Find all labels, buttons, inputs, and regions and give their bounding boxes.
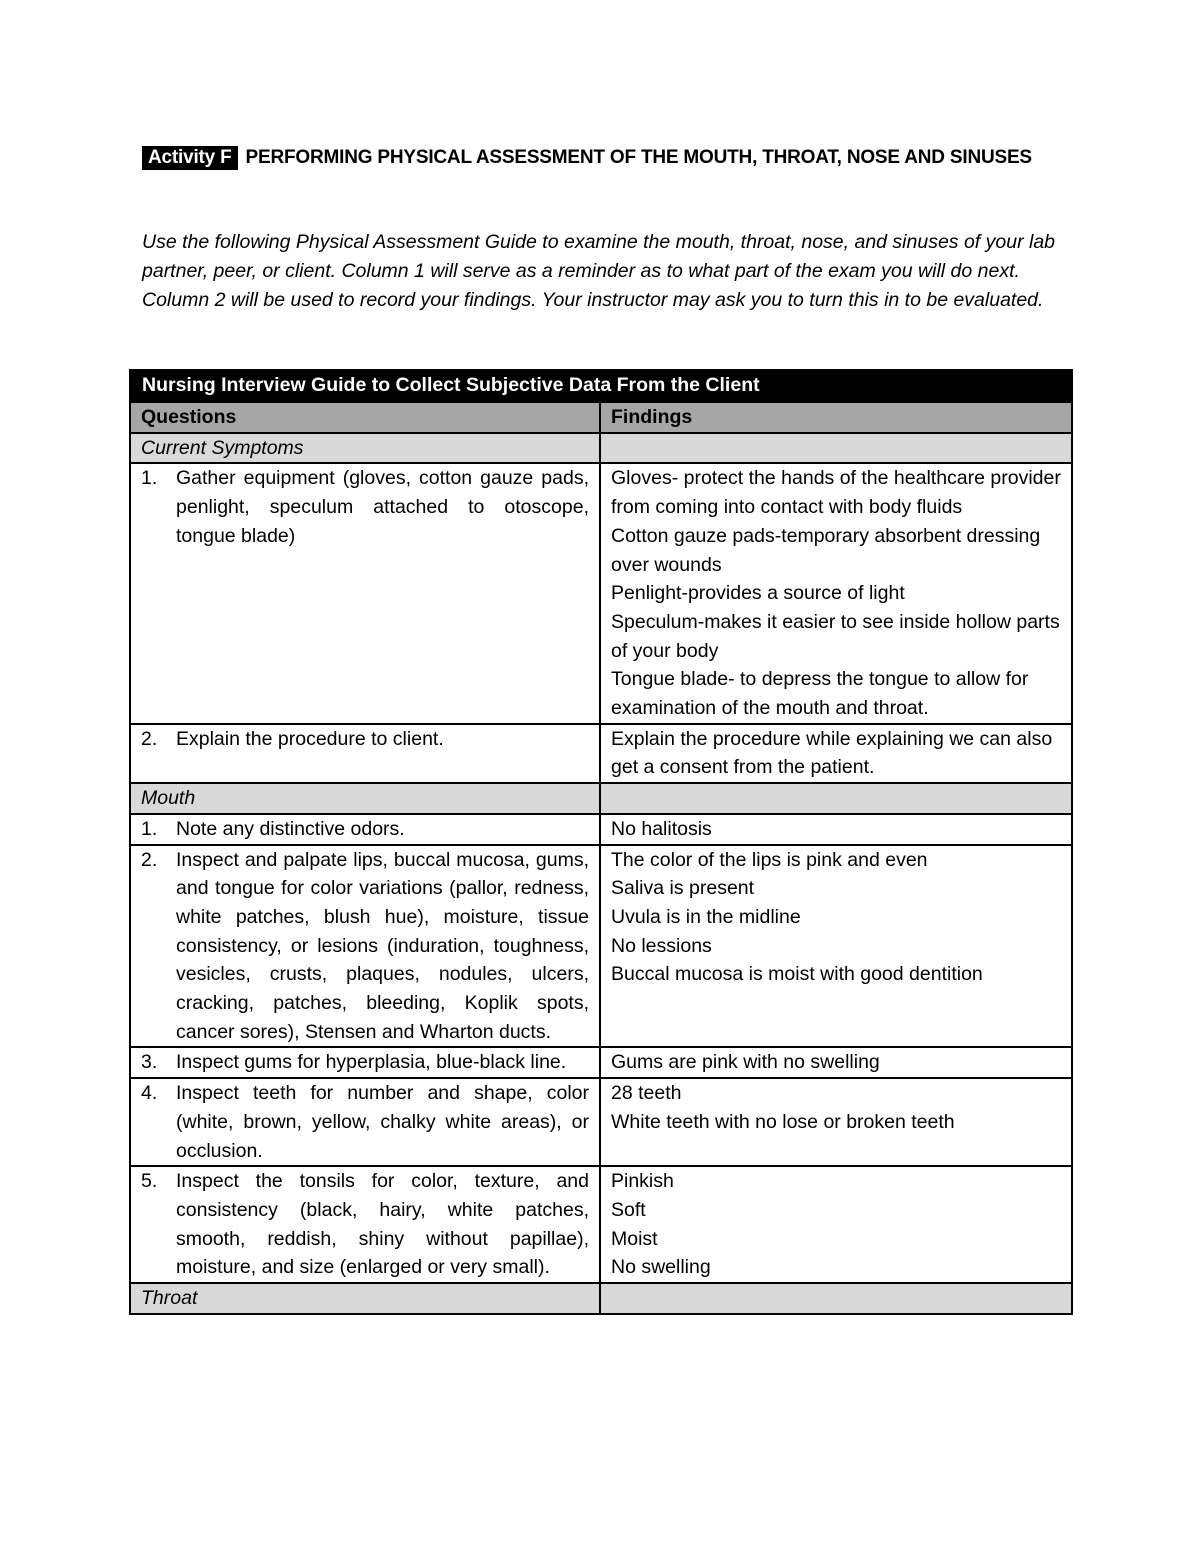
finding-line: Buccal mucosa is moist with good dentition <box>611 963 983 986</box>
section-row-throat <box>130 1283 1072 1314</box>
findings-cell <box>600 1078 1072 1166</box>
question-text: Inspect teeth for number and shape, color (white, brown, yellow, chalky white areas), or occlusion. <box>176 1082 589 1162</box>
finding-line: Uvula is in the midline <box>611 905 801 928</box>
item-number: 2. <box>141 848 158 871</box>
finding-line: Gums are pink with no swelling <box>611 1051 880 1074</box>
table-row <box>130 814 1072 845</box>
finding-line: No halitosis <box>611 817 712 840</box>
instructions-paragraph: Use the following Physical Assessment Guide to examine the mouth, throat, nose, and sinuses of your lab partner, peer, or client. Column 1 will serve as a reminder as to what part of the exam you will do next. Column 2 will be used to record your findings. Your instructor may ask you to turn this in to be evaluated. <box>142 231 1056 311</box>
finding-line: Cotton gauze pads-temporary absorbent dressing over wounds <box>611 524 1041 576</box>
finding-line: Saliva is present <box>611 877 755 900</box>
findings-cell <box>600 814 1072 845</box>
table-row <box>130 1166 1072 1283</box>
finding-line: Soft <box>611 1198 646 1221</box>
item-number: 1. <box>141 817 158 840</box>
questions-header: Questions <box>130 402 600 433</box>
finding-line: Tongue blade- to depress the tongue to allow for examination of the mouth and throat. <box>611 668 1029 720</box>
section-label: Mouth <box>130 783 600 814</box>
question-text: Explain the procedure to client. <box>176 727 444 750</box>
section-row-current-symptoms <box>130 433 1072 464</box>
question-text: Note any distinctive odors. <box>176 817 405 840</box>
item-number: 2. <box>141 727 158 750</box>
findings-cell <box>600 463 1072 723</box>
findings-cell <box>600 724 1072 783</box>
item-number: 5. <box>141 1170 158 1193</box>
question-text: Inspect gums for hyperplasia, blue-black line. <box>176 1051 567 1074</box>
assessment-table <box>129 369 1073 1315</box>
table-title-row <box>130 370 1072 402</box>
findings-header: Findings <box>600 402 1072 433</box>
table-header-row <box>130 402 1072 433</box>
finding-line: Pinkish <box>611 1170 674 1193</box>
question-text: Inspect and palpate lips, buccal mucosa, gums, and tongue for color variations (pallor, redness, white patches, blush hue), moisture, tissue consistency, or lesions (induration, toughness, vesicles, crusts, plaques, nodules, ulcers, cracking, patches, bleeding, Koplik spots, cancer sores), Stensen and Wharton ducts. <box>176 848 589 1043</box>
findings-cell <box>600 845 1072 1048</box>
table-row <box>130 1078 1072 1166</box>
findings-cell <box>600 1166 1072 1283</box>
table-row <box>130 845 1072 1048</box>
table-row <box>130 724 1072 783</box>
finding-line: No lessions <box>611 934 712 957</box>
item-number: 3. <box>141 1051 158 1074</box>
table-row <box>130 1047 1072 1078</box>
section-label: Throat <box>130 1283 600 1314</box>
finding-line: 28 teeth <box>611 1082 682 1105</box>
finding-line: Moist <box>611 1227 658 1250</box>
table-row <box>130 463 1072 723</box>
item-number: 4. <box>141 1082 158 1105</box>
finding-line: Explain the procedure while explaining we can also get a consent from the patient. <box>611 727 1053 779</box>
finding-line: Speculum-makes it easier to see inside hollow parts of your body <box>611 610 1060 662</box>
item-number: 1. <box>141 467 158 490</box>
activity-title: PERFORMING PHYSICAL ASSESSMENT OF THE MOUTH, THROAT, NOSE AND SINUSES <box>245 147 1032 168</box>
section-row-mouth <box>130 783 1072 814</box>
finding-line: The color of the lips is pink and even <box>611 848 928 871</box>
table-title: Nursing Interview Guide to Collect Subjective Data From the Client <box>130 370 1072 402</box>
section-label: Current Symptoms <box>130 433 600 464</box>
activity-badge: Activity F <box>142 146 238 170</box>
finding-line: Penlight-provides a source of light <box>611 582 905 605</box>
finding-line: No swelling <box>611 1256 711 1279</box>
findings-cell <box>600 1047 1072 1078</box>
question-text: Inspect the tonsils for color, texture, and consistency (black, hairy, white patches, smooth, reddish, shiny without papillae), moisture, and size (enlarged or very small). <box>176 1170 589 1279</box>
finding-line: White teeth with no lose or broken teeth <box>611 1110 955 1133</box>
finding-line: Gloves- protect the hands of the healthcare provider from coming into contact with body fluids <box>611 467 1061 519</box>
question-text: Gather equipment (gloves, cotton gauze pads, penlight, speculum attached to otoscope, tongue blade) <box>176 467 589 547</box>
activity-heading <box>142 141 1042 175</box>
